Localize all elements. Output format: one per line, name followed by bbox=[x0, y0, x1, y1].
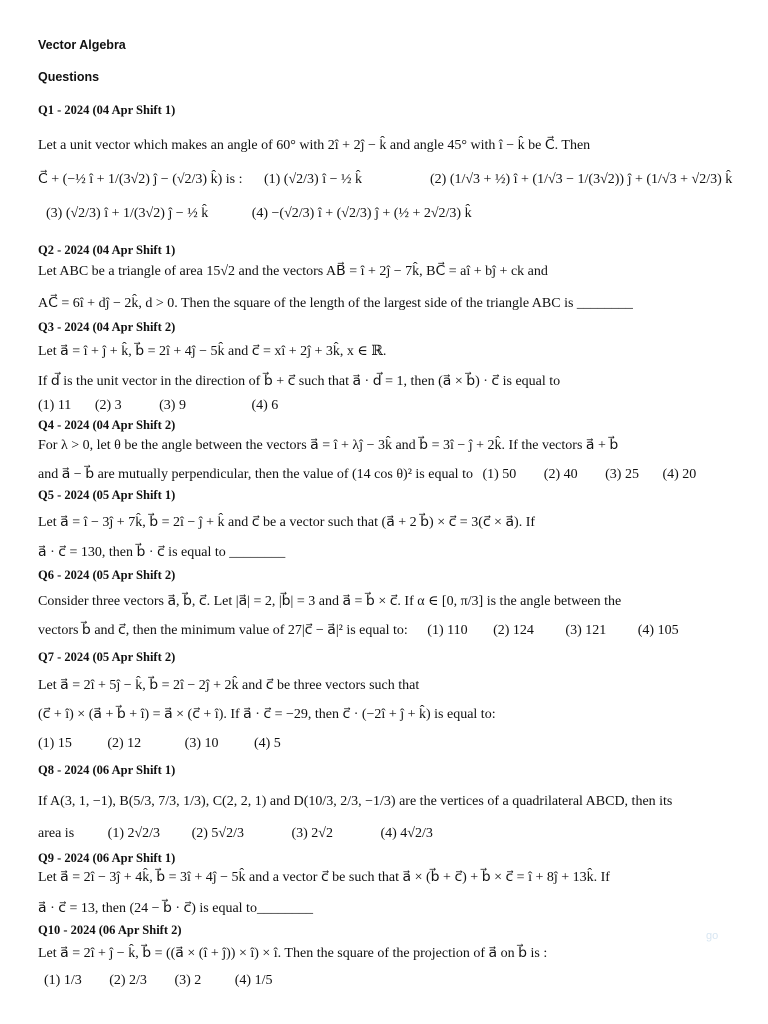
question-4-line-1: For λ > 0, let θ be the angle between the vectors a⃗ = î + λĵ − 3k̂ and b⃗ = 3î − ĵ + 2k̂. If the vectors a⃗ + b⃗ bbox=[38, 438, 619, 453]
question-6-line-2 bbox=[38, 622, 679, 640]
question-1-line-2-text: C⃗ + (−½ î + 1/(3√2) ĵ − (√2/3) k̂) is : bbox=[38, 172, 243, 187]
question-6-option-4: (4) 105 bbox=[637, 623, 679, 638]
question-7-line-1: Let a⃗ = 2î + 5ĵ − k̂, b⃗ = 2î − 2ĵ + 2k̂ and c⃗ be three vectors such that bbox=[38, 678, 420, 693]
question-10-option-3: (3) 2 bbox=[174, 973, 202, 988]
question-10-option-2: (2) 2/3 bbox=[109, 973, 147, 988]
question-3-option-1: (1) 11 bbox=[38, 398, 72, 413]
question-1-options-row bbox=[46, 205, 472, 223]
question-2-line-2: AC⃗ = 6î + dĵ − 2k̂, d > 0. Then the square of the length of the largest side of the triangle ABC is ________ bbox=[38, 296, 633, 311]
question-3-line-1: Let a⃗ = î + ĵ + k̂, b⃗ = 2î + 4ĵ − 5k̂ and c⃗ = xî + 2ĵ + 3k̂, x ∈ ℝ. bbox=[38, 344, 387, 359]
question-4-label: Q4 - 2024 (04 Apr Shift 2) bbox=[38, 418, 176, 432]
question-4-line-2-text: and a⃗ − b⃗ are mutually perpendicular, then the value of (14 cos θ)² is equal to bbox=[38, 467, 473, 482]
question-3-option-3: (3) 9 bbox=[159, 398, 186, 413]
question-10-options-row bbox=[44, 972, 272, 990]
question-8-option-4: (4) 4√2/3 bbox=[380, 826, 433, 841]
question-5-line-1: Let a⃗ = î − 3ĵ + 7k̂, b⃗ = 2î − ĵ + k̂ and c⃗ be a vector such that (a⃗ + 2 b⃗) × c⃗ = 3(c⃗ × a⃗). If bbox=[38, 515, 536, 530]
question-1-label: Q1 - 2024 (04 Apr Shift 1) bbox=[38, 103, 176, 117]
question-9-line-2: a⃗ · c⃗ = 13, then (24 − b⃗ · c⃗) is equal to________ bbox=[38, 901, 313, 916]
question-6-label: Q6 - 2024 (05 Apr Shift 2) bbox=[38, 568, 176, 582]
question-10-line-1: Let a⃗ = 2î + ĵ − k̂, b⃗ = ((a⃗ × (î + ĵ)) × î) × î. Then the square of the projection of a⃗ on b⃗ is : bbox=[38, 946, 548, 961]
question-7-option-2: (2) 12 bbox=[107, 736, 142, 751]
question-6-option-3: (3) 121 bbox=[565, 623, 607, 638]
question-4-option-1: (1) 50 bbox=[482, 467, 517, 482]
question-7-option-3: (3) 10 bbox=[184, 736, 219, 751]
question-8-line-2 bbox=[38, 825, 433, 843]
question-7-options-row bbox=[38, 735, 281, 753]
question-3-option-2: (2) 3 bbox=[94, 398, 122, 413]
question-10-label: Q10 - 2024 (06 Apr Shift 2) bbox=[38, 923, 182, 937]
question-10-option-4: (4) 1/5 bbox=[234, 973, 273, 988]
question-1-line-2 bbox=[38, 171, 362, 189]
question-7-label: Q7 - 2024 (05 Apr Shift 2) bbox=[38, 650, 176, 664]
question-3-line-2: If d⃗ is the unit vector in the direction of b⃗ + c⃗ such that a⃗ · d⃗ = 1, then (a⃗ × b⃗) · c⃗ is equal to bbox=[38, 374, 561, 389]
question-7-option-4: (4) 5 bbox=[253, 736, 281, 751]
question-1-option-3: (3) (√2/3) î + 1/(3√2) ĵ − ½ k̂ bbox=[46, 206, 209, 221]
question-7-option-1: (1) 15 bbox=[38, 736, 72, 751]
question-9-line-1: Let a⃗ = 2î − 3ĵ + 4k̂, b⃗ = 3î + 4ĵ − 5k̂ and a vector c⃗ be such that a⃗ × (b⃗ + c⃗) + b⃗ × c⃗ = î + 8ĵ + 13k̂. If bbox=[38, 870, 610, 885]
question-8-option-1: (1) 2√2/3 bbox=[107, 826, 161, 841]
question-1-option-4: (4) −(√2/3) î + (√2/3) ĵ + (½ + 2√2/3) k̂ bbox=[251, 206, 472, 221]
document-subject: Vector Algebra bbox=[38, 38, 126, 52]
question-8-line-2-text: area is bbox=[38, 826, 75, 841]
question-6-line-2-text: vectors b⃗ and c⃗, then the minimum value of 27|c⃗ − a⃗|² is equal to: bbox=[38, 623, 408, 638]
question-1-option-1: (1) (√2/3) î − ½ k̂ bbox=[263, 172, 362, 187]
question-3-options-row bbox=[38, 397, 278, 415]
watermark-text: go bbox=[706, 930, 719, 942]
question-4-line-2 bbox=[38, 466, 696, 484]
question-9-label: Q9 - 2024 (06 Apr Shift 1) bbox=[38, 851, 176, 865]
question-10-option-1: (1) 1/3 bbox=[44, 973, 82, 988]
question-6-line-1: Consider three vectors a⃗, b⃗, c⃗. Let |a⃗| = 2, |b⃗| = 3 and a⃗ = b⃗ × c⃗. If α ∈ [0, π/3] is the angle between the bbox=[38, 594, 622, 609]
question-2-line-1: Let ABC be a triangle of area 15√2 and the vectors AB⃗ = î + 2ĵ − 7k̂, BC⃗ = aî + bĵ + ck and bbox=[38, 264, 548, 279]
question-1-line-1: Let a unit vector which makes an angle of 60° with 2î + 2ĵ − k̂ and angle 45° with î − k̂ be C⃗. Then bbox=[38, 138, 591, 153]
question-7-line-2: (c⃗ + î) × (a⃗ + b⃗ + î) = a⃗ × (c⃗ + î). If a⃗ · c⃗ = −29, then c⃗ · (−2î + ĵ + k̂) is equal to: bbox=[38, 707, 496, 722]
question-6-option-1: (1) 110 bbox=[427, 623, 468, 638]
question-5-label: Q5 - 2024 (05 Apr Shift 1) bbox=[38, 488, 176, 502]
question-8-line-1: If A(3, 1, −1), B(5/3, 7/3, 1/3), C(2, 2, 1) and D(10/3, 2/3, −1/3) are the vertices of a quadrilateral ABCD, then its bbox=[38, 794, 673, 809]
question-1-option-2: (2) (1/√3 + ½) î + (1/√3 − 1/(3√2)) ĵ + (1/√3 + √2/3) k̂ bbox=[430, 172, 733, 187]
question-8-option-3: (3) 2√2 bbox=[291, 826, 333, 841]
question-6-option-2: (2) 124 bbox=[493, 623, 534, 638]
question-8-label: Q8 - 2024 (06 Apr Shift 1) bbox=[38, 763, 176, 777]
question-3-label: Q3 - 2024 (04 Apr Shift 2) bbox=[38, 320, 176, 334]
question-5-line-2: a⃗ · c⃗ = 130, then b⃗ · c⃗ is equal to ________ bbox=[38, 545, 286, 560]
question-2-label: Q2 - 2024 (04 Apr Shift 1) bbox=[38, 243, 176, 257]
section-title: Questions bbox=[38, 70, 100, 84]
question-8-option-2: (2) 5√2/3 bbox=[191, 826, 244, 841]
question-4-option-2: (2) 40 bbox=[543, 467, 578, 482]
question-4-option-4: (4) 20 bbox=[662, 467, 697, 482]
question-3-option-4: (4) 6 bbox=[251, 398, 279, 413]
question-4-option-3: (3) 25 bbox=[605, 467, 639, 482]
